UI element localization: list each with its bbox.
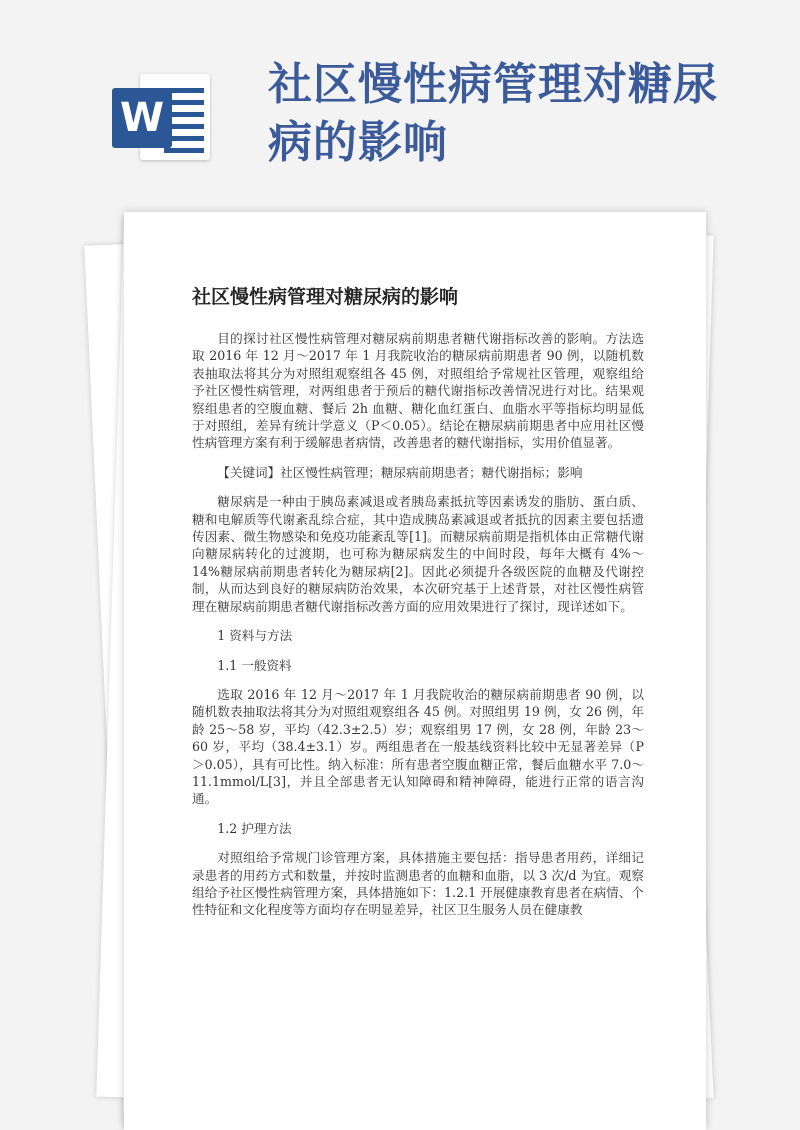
document-body — [192, 330, 644, 931]
word-document-icon — [112, 62, 222, 172]
subsection-heading: 1.2 护理方法 — [217, 820, 292, 836]
word-logo-tile: W — [112, 88, 172, 148]
banner-title: 社区慢性病管理对糖尿病的影响 — [268, 59, 718, 168]
care-method-paragraph: 对照组给予常规门诊管理方案，具体措施主要包括：指导患者用药，详细记录患者的用药方式和数量，并按时监测患者的血糖和血脂，以 3 次/d 为宜。观察组给予社区慢性病管理方案，具体措施如下：1.2.1 开展健康教育患者在病情、个性特征和文化程度等方面均存在明显差异，社区卫生服务人员在健康教 — [192, 850, 644, 918]
general-data-paragraph: 选取 2016 年 12 月～2017 年 1 月我院收治的糖尿病前期患者 90 例，以随机数表抽取法将其分为对照组观察组各 45 例。对照组男 19 例，女 26 例，年龄 25～58 岁，平均（42.3±2.5）岁；观察组男 17 例，女 28 例，年龄 23～60 岁，平均（38.4±3.1）岁。两组患者在一般基线资料比较中无显著差异（P＞0.05），具有可比性。纳入标准：所有患者空腹血糖正常，餐后血糖水平 7.0～11.1mmol/L[3]，并且全部患者无认知障碍和精神障碍，能进行正常的语言沟通。 — [192, 686, 644, 807]
document-title: 社区慢性病管理对糖尿病的影响 — [192, 286, 459, 308]
abstract-paragraph: 目的探讨社区慢性病管理对糖尿病前期患者糖代谢指标改善的影响。方法选取 2016 年 12 月～2017 年 1 月我院收治的糖尿病前期患者 90 例，以随机数表抽取法将其分为对照组观察组各 45 例，对照组给予常规社区管理，观察组给予社区慢性病管理，对两组患者于预后的糖代谢指标改善情况进行对比。结果观察组患者的空腹血糖、餐后 2h 血糖、糖化血红蛋白、血脂水平等指标均明显低于对照组，差异有统计学意义（P＜0.05）。结论在糖尿病前期患者中应用社区慢性病管理方案有利于缓解患者病情，改善患者的糖代谢指标，实用价值显著。 — [192, 331, 644, 451]
keywords-line: 【关键词】社区慢性病管理；糖尿病前期患者；糖代谢指标；影响 — [217, 464, 583, 480]
document-page — [124, 212, 706, 1130]
section-heading: 1 资料与方法 — [217, 628, 293, 644]
subsection-heading: 1.1 一般资料 — [217, 657, 292, 673]
intro-paragraph: 糖尿病是一种由于胰岛素减退或者胰岛素抵抗等因素诱发的脂肪、蛋白质、糖和电解质等代谢紊乱综合症，其中造成胰岛素减退或者抵抗的因素主要包括遗传因素、微生物感染和免疫功能紊乱等[1]。而糖尿病前期是指机体由正常糖代谢向糖尿病转化的过渡期，也可称为糖尿病发生的中间时段，每年大概有 4%～14%糖尿病前期患者转化为糖尿病[2]。因此必须提升各级医院的血糖及代谢控制，从而达到良好的糖尿病防治效果，本次研究基于上述背景，对社区慢性病管理在糖尿病前期患者糖代谢指标改善方面的应用效果进行了探讨，现详述如下。 — [192, 494, 644, 614]
header-banner — [0, 0, 800, 200]
